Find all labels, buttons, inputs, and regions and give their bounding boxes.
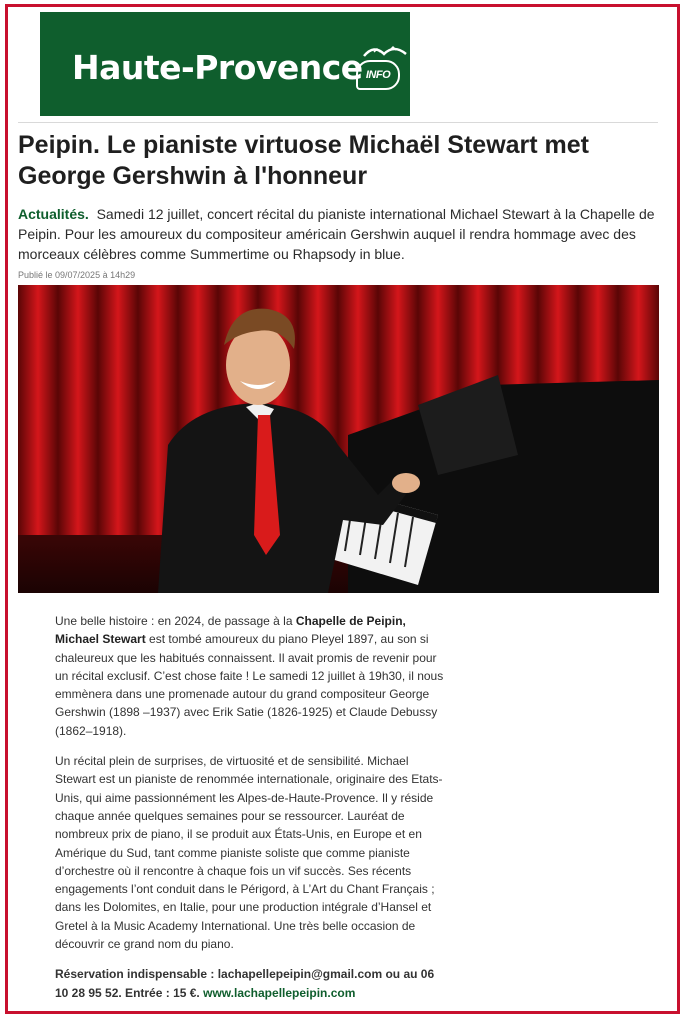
paragraph-2: Un récital plein de surprises, de virtuosité et de sensibilité. Michael Stewart est un pianiste de renommée internationale, originaire des Etats-Unis, qui aime passionnément les Alpes-de-Haute-Provence. Il y réside chaque année quelques semaines pour se ressourcer. Lauréat de nombreux prix de piano, il se produit aux États-Unis, en Europe et en Amérique du Sud, tant comme pianiste soliste que comme pianiste d’orchestre où il rencontre à chaque fois un vif succès. Ses récents engagements l’ont conduit dans le Périgord, à L’Art du Chant Français ; dans les Dolomites, en Italie, pour une production intégrale d’Hansel et Gretel à la Music Academy International. Une très belle occasion de découvrir ce grand nom du piano.: [55, 754, 443, 952]
article-body: [55, 612, 450, 1014]
article-lead: [18, 204, 660, 264]
p1-venue-artist: Chapelle de Peipin, Michael Stewart: [55, 614, 406, 647]
lead-text: Samedi 12 juillet, concert récital du pianiste international Michael Stewart à la Chapelle de Peipin. Pour les amoureux du compositeur américain Gershwin auquel il rendra hommage avec des morceaux célèbres comme Summertime ou Rhapsody in blue.: [18, 206, 655, 262]
reservation-info: [55, 965, 450, 1002]
website-link[interactable]: www.lachapellepeipin.com: [203, 985, 356, 1000]
p1-text-a: Une belle histoire : en 2024, de passage à la: [55, 614, 296, 628]
logo-brand-text: Haute-Provence: [72, 48, 363, 87]
site-logo[interactable]: [40, 12, 410, 116]
p1-text-c: est tombé amoureux du piano Pleyel 1897, au son si chaleureux que les habitués connaissent. Il avait promis de revenir pour un récital exclusif. C’est chose faite ! Le samedi 12 juillet à 19h30, il nous emmènera dans une promenade autour du grand compositeur George Gershwin (1898 –1937) avec Erik Satie (1826-1925) et Claude Debussy (1862–1918).: [55, 632, 444, 738]
category-label[interactable]: Actualités.: [18, 206, 89, 222]
divider: [18, 122, 658, 123]
reservation-text: Réservation indispensable : lachapellepeipin@gmail.com ou au 06 10 28 95 52. Entrée : 15 €.: [55, 967, 435, 1000]
pianist-illustration: [18, 285, 659, 593]
article-title: Peipin. Le pianiste virtuose Michaël Stewart met George Gershwin à l'honneur: [18, 131, 589, 190]
published-date: Publié le 09/07/2025 à 14h29: [18, 270, 136, 280]
article-photo: [18, 285, 659, 593]
paragraph-1: [55, 612, 450, 740]
logo-info-badge: INFO: [356, 60, 400, 90]
